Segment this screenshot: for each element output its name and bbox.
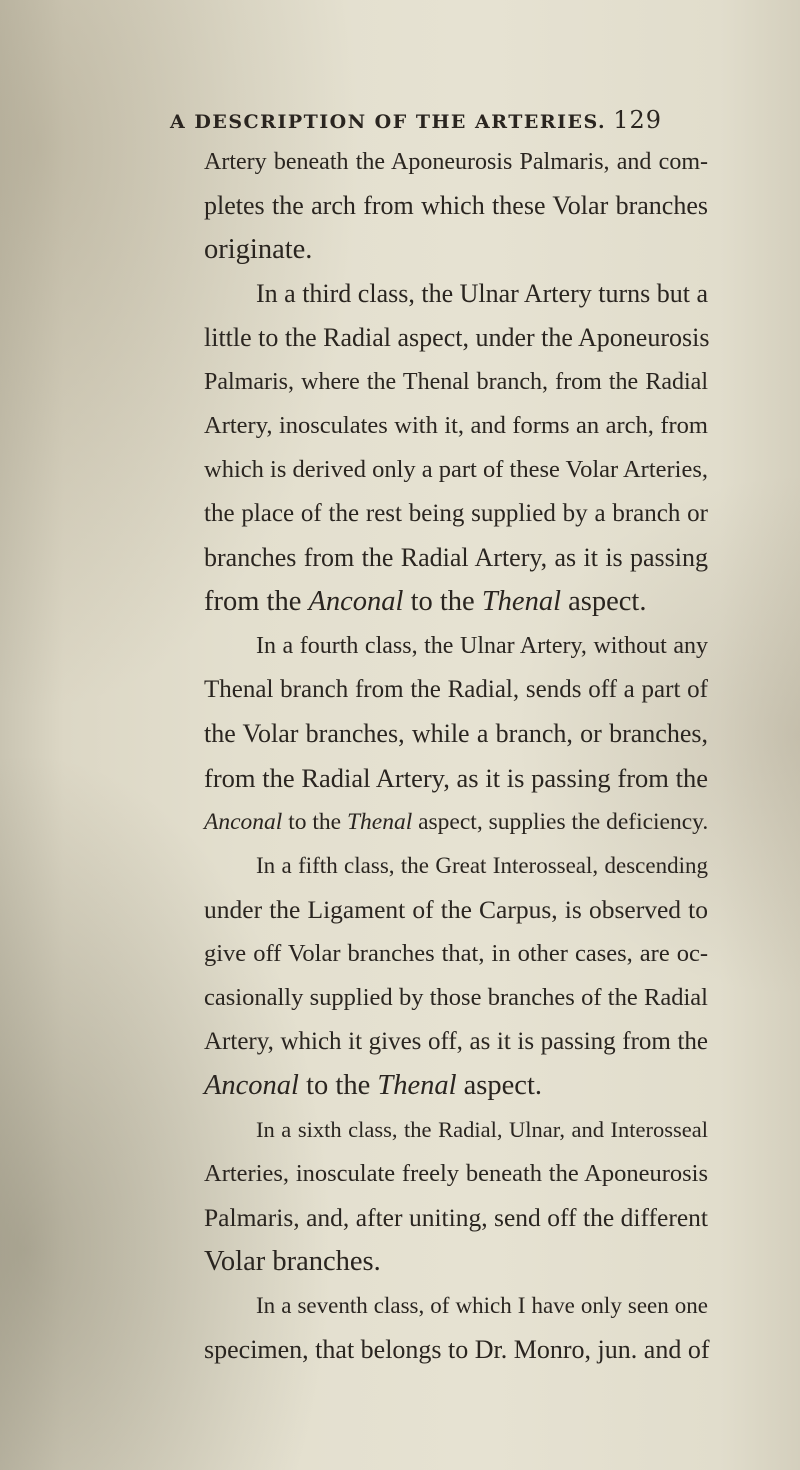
text-line: Anconal to the Thenal aspect, supplies the deficiency. <box>204 809 709 835</box>
text-line: specimen, that belongs to Dr. Monro, jun. and of <box>204 1335 710 1364</box>
text-line: from the Anconal to the Thenal aspect. <box>204 586 647 617</box>
text-line: Anconal to the Thenal aspect. <box>204 1070 542 1101</box>
text-line: Artery, inosculates with it, and forms an arch, from <box>204 412 708 439</box>
text-line: Palmaris, where the Thenal branch, from the Radial <box>204 369 708 395</box>
text-line: which is derived only a part of these Volar Arteries, <box>204 456 708 483</box>
text-line: In a fourth class, the Ulnar Artery, without any <box>256 633 708 659</box>
text-line: branches from the Radial Artery, as it is passing <box>204 543 708 572</box>
text-line: In a sixth class, the Radial, Ulnar, and Interosseal <box>256 1117 708 1142</box>
running-title: A DESCRIPTION OF THE ARTERIES. <box>170 111 607 133</box>
text-line: Artery, which it gives off, as it is passing from the <box>204 1028 708 1055</box>
text-line: Palmaris, and, after uniting, send off the different <box>204 1203 708 1232</box>
text-line: from the Radial Artery, as it is passing from the <box>204 763 708 793</box>
text-line: Arteries, inosculate freely beneath the Aponeurosis <box>204 1160 708 1187</box>
text-line: Volar branches. <box>204 1246 381 1277</box>
page-number: 129 <box>613 106 662 134</box>
running-head <box>170 106 662 140</box>
text-line: In a seventh class, of which I have only seen one <box>256 1293 708 1318</box>
text-line: give off Volar branches that, in other cases, are oc- <box>204 940 708 967</box>
text-line: In a third class, the Ulnar Artery turns but a <box>256 279 708 308</box>
text-line: under the Ligament of the Carpus, is observed to <box>204 895 708 924</box>
text-line: little to the Radial aspect, under the Aponeurosis <box>204 323 710 352</box>
text-line: Thenal branch from the Radial, sends off a part of <box>204 676 708 703</box>
text-line: casionally supplied by those branches of the Radial <box>204 984 708 1011</box>
text-line: the Volar branches, while a branch, or branches, <box>204 719 708 748</box>
text-line: In a fifth class, the Great Interosseal, descending <box>256 853 708 878</box>
text-line: the place of the rest being supplied by a branch or <box>204 500 708 527</box>
text-line: Artery beneath the Aponeurosis Palmaris, and com- <box>204 149 708 175</box>
text-line: originate. <box>204 234 313 265</box>
text-line: pletes the arch from which these Volar branches <box>204 191 708 220</box>
